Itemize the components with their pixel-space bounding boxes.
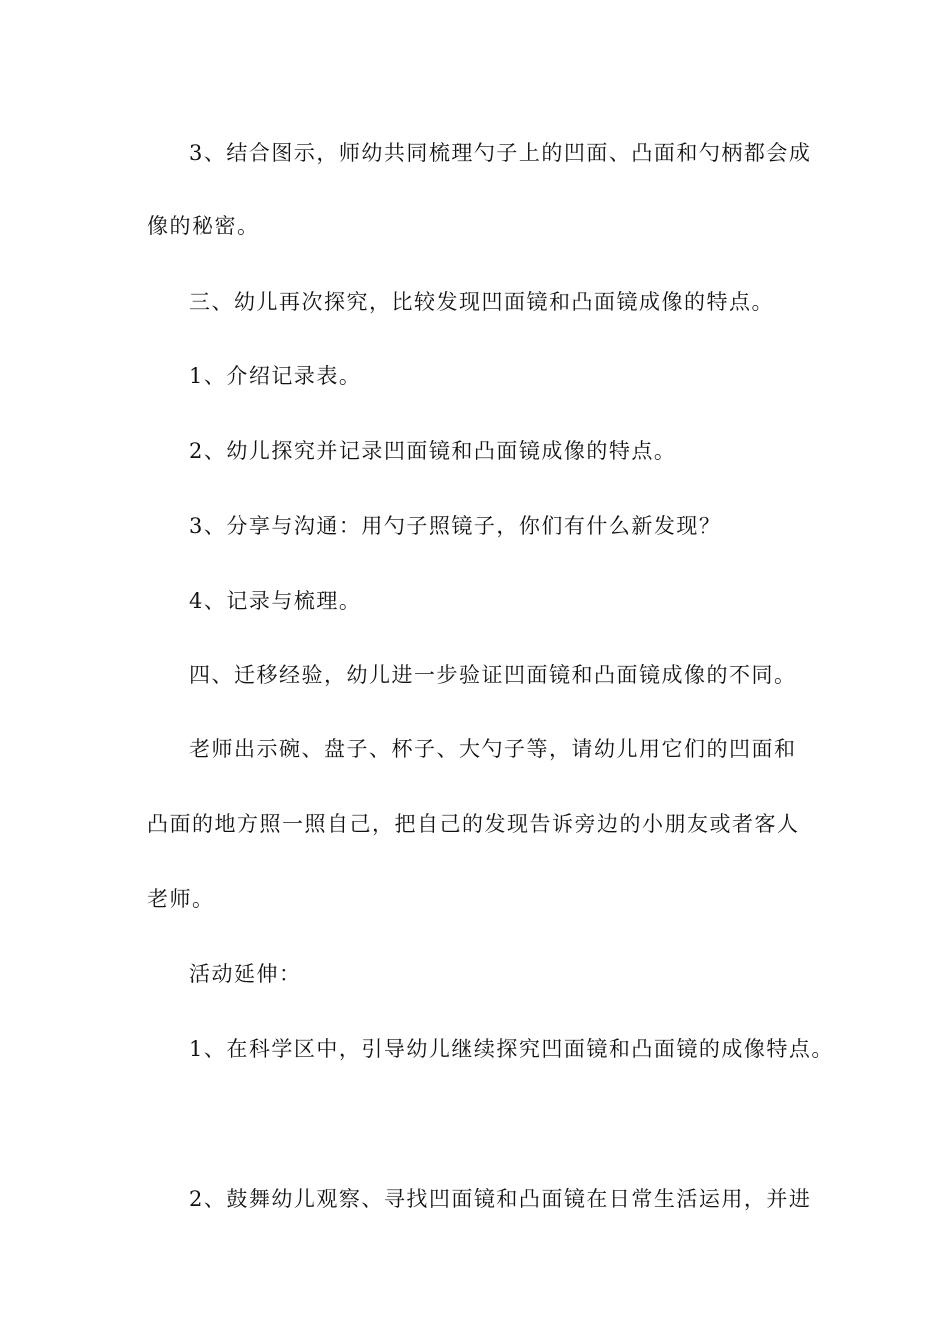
section-heading: 三、幼儿再次探究，比较发现凹面镜和凸面镜成像的特点。: [189, 290, 774, 314]
list-item: 3、分享与沟通：用勺子照镜子，你们有什么新发现？: [189, 514, 722, 538]
list-item: 2、鼓舞幼儿观察、寻找凹面镜和凸面镜在日常生活运用，并进: [189, 1187, 812, 1211]
paragraph-line: 凸面的地方照一照自己，把自己的发现告诉旁边的小朋友或者客人: [147, 812, 800, 836]
paragraph-line: 3、结合图示，师幼共同梳理勺子上的凹面、凸面和勺柄都会成: [189, 141, 812, 165]
paragraph-line: 老师。: [147, 887, 215, 911]
section-heading: 活动延伸：: [189, 962, 302, 986]
list-item: 1、在科学区中，引导幼儿继续探究凹面镜和凸面镜的成像特点。: [189, 1037, 834, 1061]
section-heading: 四、迁移经验，幼儿进一步验证凹面镜和凸面镜成像的不同。: [189, 663, 797, 687]
paragraph-line: 老师出示碗、盘子、杯子、大勺子等，请幼儿用它们的凹面和: [189, 737, 797, 761]
list-item: 1、介绍记录表。: [189, 364, 362, 388]
list-item: 2、幼儿探究并记录凹面镜和凸面镜成像的特点。: [189, 439, 677, 463]
paragraph-line: 像的秘密。: [147, 214, 260, 238]
list-item: 4、记录与梳理。: [189, 589, 362, 613]
